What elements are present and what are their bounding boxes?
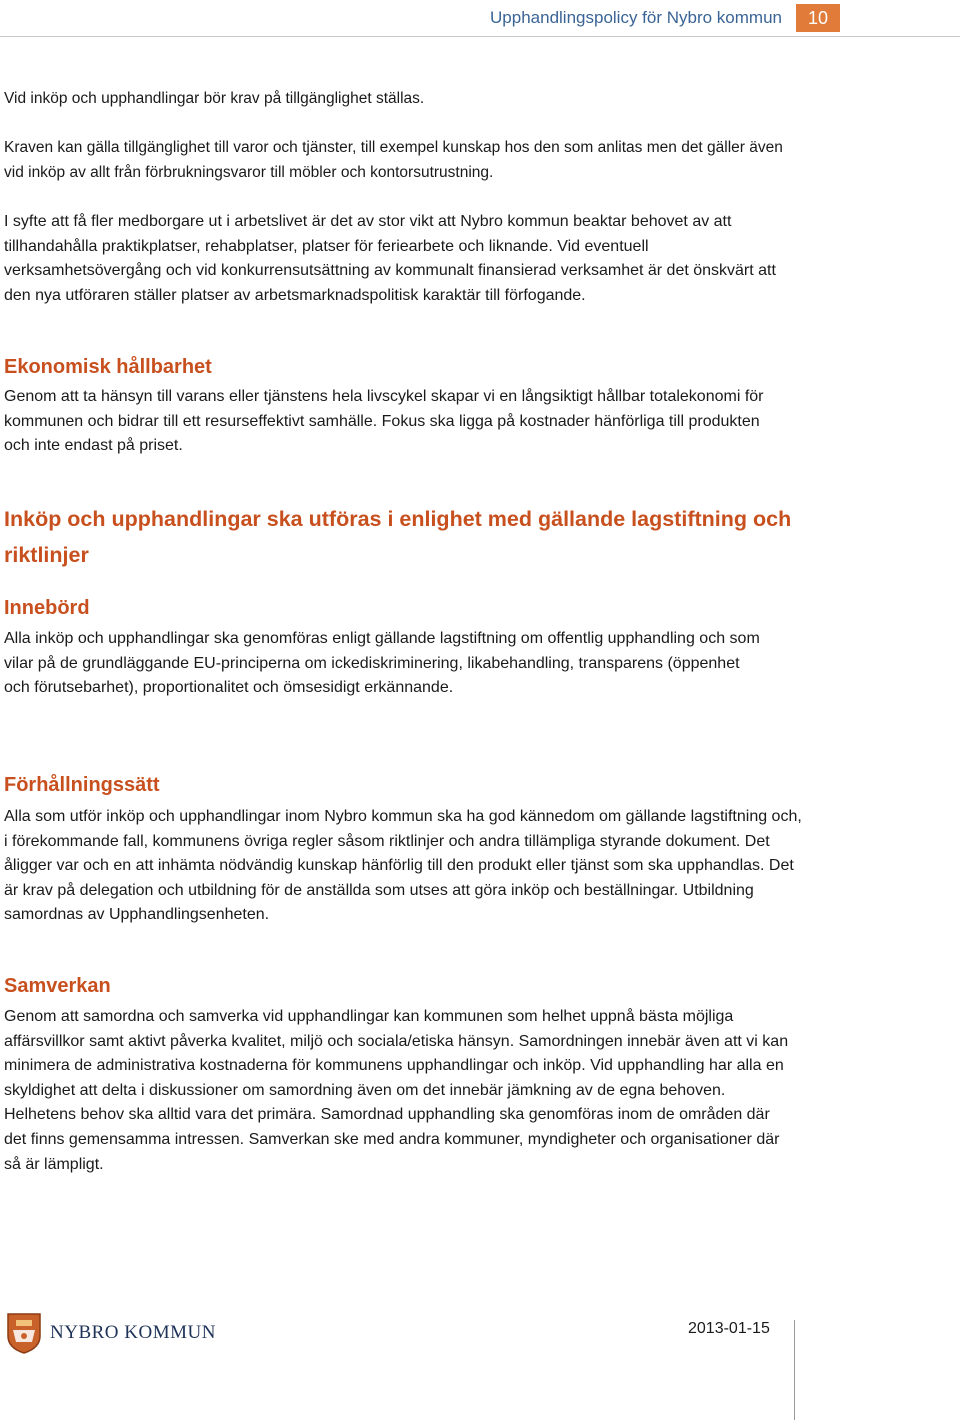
heading-forhallningssatt: Förhållningssätt bbox=[4, 774, 160, 796]
footer-divider bbox=[794, 1320, 795, 1420]
paragraph-accessibility-intro: Vid inköp och upphandlingar bör krav på tillgänglighet ställas. bbox=[4, 90, 425, 107]
coat-of-arms-icon bbox=[6, 1312, 42, 1354]
logo-wordmark: NYBRO KOMMUN bbox=[50, 1322, 216, 1343]
document-title: Upphandlingspolicy för Nybro kommun bbox=[490, 8, 782, 27]
heading-innebord: Innebörd bbox=[4, 597, 90, 619]
heading-main-section: Inköp och upphandlingar ska utföras i enlighet med gällande lagstiftning och riktlinjer bbox=[4, 507, 792, 567]
document-date: 2013-01-15 bbox=[688, 1320, 770, 1337]
page-header bbox=[0, 0, 960, 40]
heading-samverkan: Samverkan bbox=[4, 975, 111, 997]
header-divider bbox=[0, 36, 960, 37]
paragraph-samverkan: Genom att samordna och samverka vid upphandlingar kan kommunen som helhet uppnå bästa möjliga affärsvillkor samt aktivt påverka kvalitet, miljö och sociala/etiska hänsyn. Samordningen innebär även att vi kan minimera de administrativa kostnaderna för kommunens upphandlingar och inköp. Vid upphandling har alla en skyldighet att delta i diskussioner om samordning även om det innebär jämkning av de egna behoven. Helhetens behov ska alltid vara det primära. Samordnad upphandling ska genomföras inom de områden där det finns gemensamma intressen. Samverkan ske med andra kommuner, myndigheter och organisationer där så är lämpligt. bbox=[4, 1008, 789, 1173]
nybro-kommun-logo bbox=[6, 1312, 246, 1356]
paragraph-innebord: Alla inköp och upphandlingar ska genomföras enligt gällande lagstiftning om offentlig upphandling och som vilar på de grundläggande EU-principerna om ickediskriminering, likabehandling, transparens (öppenhet och förutsebarhet), proportionalitet och ömsesidigt erkännande. bbox=[4, 630, 760, 697]
page-number: 10 bbox=[796, 4, 840, 32]
paragraph-forhallningssatt: Alla som utför inköp och upphandlingar inom Nybro kommun ska ha god kännedom om gällande lagstiftning och, i förekommande fall, kommunens övriga regler såsom riktlinjer och andra tillämpliga styrande dokument. Det åligger var och en att inhämta nödvändig kunskap hänförlig till den produkt eller tjänst som ska upphandlas. Det är krav på delegation och utbildning för de anställda som utses att göra inköp och beställningar. Utbildning samordnas av Upphandlingsenheten. bbox=[4, 808, 802, 924]
paragraph-ekonomisk: Genom att ta hänsyn till varans eller tjänstens hela livscykel skapar vi en långsiktigt hållbar totalekonomi för kommunen och bidrar till ett resurseffektivt samhälle. Fokus ska ligga på kostnader hänförliga till produkten och inte endast på priset. bbox=[4, 388, 764, 455]
paragraph-accessibility-requirements: Kraven kan gälla tillgänglighet till varor och tjänster, till exempel kunskap hos den som anlitas men det gäller även vid inköp av allt från förbrukningsvaror till möbler och kontorsutrustning. bbox=[4, 139, 783, 181]
heading-ekonomisk-hallbarhet: Ekonomisk hållbarhet bbox=[4, 356, 212, 378]
paragraph-employment: I syfte att få fler medborgare ut i arbetslivet är det av stor vikt att Nybro kommun beaktar behovet av att tillhandahålla praktikplatser, rehabplatser, platser för feriearbete och liknande. Vid eventuell verksamhetsövergång och vid konkurrensutsättning av kommunalt finansierad verksamhet är det önskvärt att den nya utföraren ställer platser av arbetsmarknadspolitisk karaktär till förfogande. bbox=[4, 213, 776, 304]
